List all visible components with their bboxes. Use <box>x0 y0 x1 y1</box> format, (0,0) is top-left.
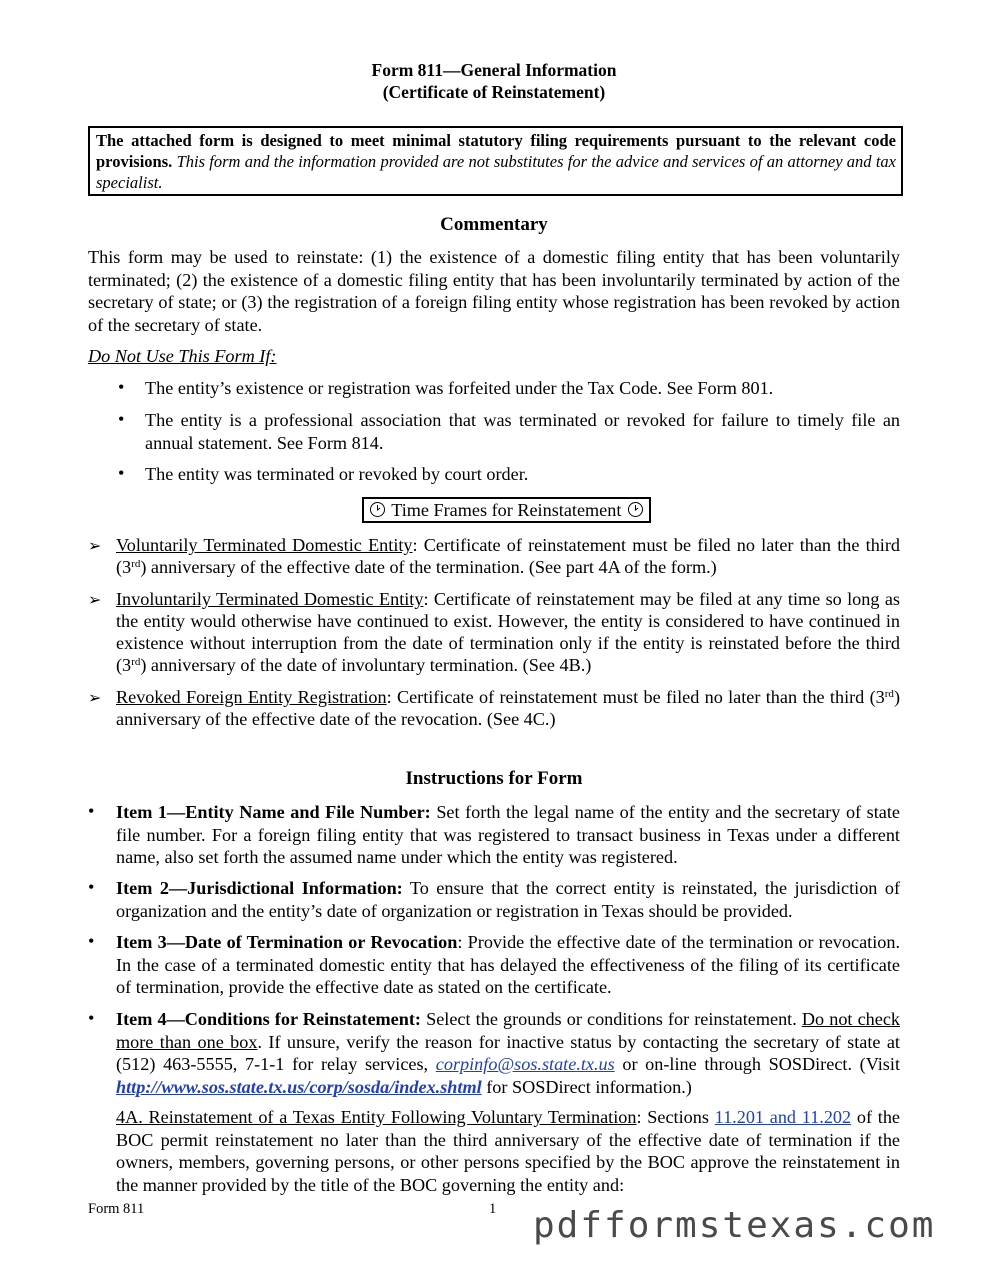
time-frame-text: : Certificate of reinstatement may be filed at any time so long as the entity would otherwise have continued to exist. However, the entity is considered to have continued in existence without interruption from the date of termination only if the entity is reinstated before the third (3 <box>116 589 900 675</box>
ordinal-suffix: rd <box>131 558 141 570</box>
instruction-item-text: of the BOC permit reinstatement no later than the third anniversary of the effective date of termination if the owners, members, governing persons, or other persons specified by the BOC approve the reinstatement in the manner provided by the title of the BOC governing the entity and: <box>116 1107 900 1195</box>
commentary-heading: Commentary <box>440 214 548 235</box>
instruction-item-text: . If unsure, verify the reason for inactive status by contacting the secretary of state at (512) 463-5555, 7-1-1 for relay services, <box>116 1031 900 1074</box>
instruction-item-text: Select the grounds or conditions for reinstatement. <box>421 1009 802 1029</box>
arrow-bullet-icon: ➢ <box>88 690 102 707</box>
instruction-item-2 <box>116 877 900 922</box>
instruction-item-4 <box>116 1008 900 1098</box>
footer-form-label: Form 811 <box>88 1201 145 1217</box>
footer-page-number: 1 <box>489 1201 497 1217</box>
form-title: Form 811—General Information <box>371 60 617 80</box>
time-frame-text: ) anniversary of the effective date of the revocation. (See 4C.) <box>116 687 900 729</box>
disclaimer-box <box>88 126 903 196</box>
instruction-item-text: To ensure that the correct entity is reinstated, the jurisdiction of organization and the entity’s date of organization or registration in Texas should be provided. <box>116 878 900 921</box>
disclaimer-italic-text: This form and the information provided are not substitutes for the advice and services of an attorney and tax specialist. <box>96 152 897 192</box>
instruction-item-title: Item 1—Entity Name and File Number: <box>116 802 431 822</box>
instruction-4a-label: 4A. Reinstatement of a Texas Entity Following Voluntary Termination <box>116 1107 637 1127</box>
instruction-4a <box>116 1106 900 1196</box>
instruction-item-text: for SOSDirect information.) <box>481 1076 692 1097</box>
arrow-bullet-icon: ➢ <box>88 538 102 555</box>
time-frames-label: Time Frames for Reinstatement <box>391 500 622 520</box>
clock-icon <box>370 502 385 517</box>
bullet-icon: • <box>88 1008 95 1028</box>
time-frame-label: Voluntarily Terminated Domestic Entity <box>116 535 413 555</box>
time-frame-text: : Certificate of reinstatement must be filed no later than the third (3 <box>116 535 901 577</box>
time-frames-box <box>362 497 651 523</box>
arrow-bullet-icon: ➢ <box>88 592 102 609</box>
bullet-icon: • <box>118 463 125 483</box>
time-frame-text: ) anniversary of the date of involuntary termination. (See 4B.) <box>140 655 592 675</box>
time-frame-text: : Certificate of reinstatement must be filed no later than the third (3 <box>386 687 885 707</box>
instruction-item-3 <box>116 931 900 999</box>
ordinal-suffix: rd <box>884 688 894 700</box>
do-not-use-heading: Do Not Use This Form If: <box>88 346 277 366</box>
do-not-use-item: The entity was terminated or revoked by court order. <box>145 464 529 484</box>
instruction-item-text: or on-line through SOSDirect. (Visit <box>614 1054 900 1074</box>
instruction-item-text: : Provide the effective date of the termination or revocation. In the case of a terminated domestic entity that has delayed the effectiveness of the filing of its certificate of termination, provide the effective date as stated on the certificate. <box>116 932 900 997</box>
instruction-item-1 <box>116 801 900 869</box>
instruction-item-text: Set forth the legal name of the entity and the secretary of state file number. For a foreign filing entity that was registered to transact business in Texas under a different name, also set forth the assumed name under which the entity was registered. <box>116 802 900 867</box>
boc-sections-link[interactable]: 11.201 and 11.202 <box>714 1107 852 1127</box>
disclaimer-bold-text: The attached form is designed to meet minimal statutory filing requirements pursuant to the relevant code provisions. <box>96 131 896 171</box>
bullet-icon: • <box>88 801 95 821</box>
bullet-icon: • <box>118 377 125 397</box>
instruction-item-title: Item 3—Date of Termination or Revocation <box>116 932 458 952</box>
instructions-heading: Instructions for Form <box>405 768 583 789</box>
instruction-item-text: : Sections <box>636 1107 715 1127</box>
time-frame-label: Revoked Foreign Entity Registration <box>116 687 387 707</box>
ordinal-suffix: rd <box>131 656 141 668</box>
do-not-use-item: The entity’s existence or registration was forfeited under the Tax Code. See Form 801. <box>145 378 774 398</box>
sosdirect-link[interactable]: http://www.sos.state.tx.us/corp/sosda/index.shtml <box>116 1076 482 1097</box>
email-link[interactable]: corpinfo@sos.state.tx.us <box>435 1054 615 1074</box>
time-frame-label: Involuntarily Terminated Domestic Entity <box>116 589 424 609</box>
do-not-check-warning: Do not check more than one box <box>116 1009 901 1052</box>
time-frame-involuntary <box>116 588 900 676</box>
clock-icon <box>628 502 643 517</box>
bullet-icon: • <box>88 931 95 951</box>
instruction-item-title: Item 4—Conditions for Reinstatement: <box>116 1009 421 1029</box>
time-frame-text: ) anniversary of the effective date of the termination. (See part 4A of the form.) <box>140 557 717 577</box>
watermark: pdfformstexas.com <box>533 1205 936 1246</box>
form-subtitle: (Certificate of Reinstatement) <box>382 82 606 102</box>
do-not-use-item: The entity is a professional association that was terminated or revoked for failure to timely file an annual statement. See Form 814. <box>145 410 900 453</box>
time-frame-voluntary <box>116 534 900 578</box>
time-frame-revoked <box>116 686 900 730</box>
commentary-intro: This form may be used to reinstate: (1) the existence of a domestic filing entity that has been voluntarily terminated; (2) the existence of a domestic filing entity that has been involuntarily terminated by action of the secretary of state; or (3) the registration of a foreign filing entity whose registration has been revoked by action of the secretary of state. <box>88 247 900 335</box>
bullet-icon: • <box>118 409 125 429</box>
bullet-icon: • <box>88 877 95 897</box>
instruction-item-title: Item 2—Jurisdictional Information: <box>116 878 403 898</box>
